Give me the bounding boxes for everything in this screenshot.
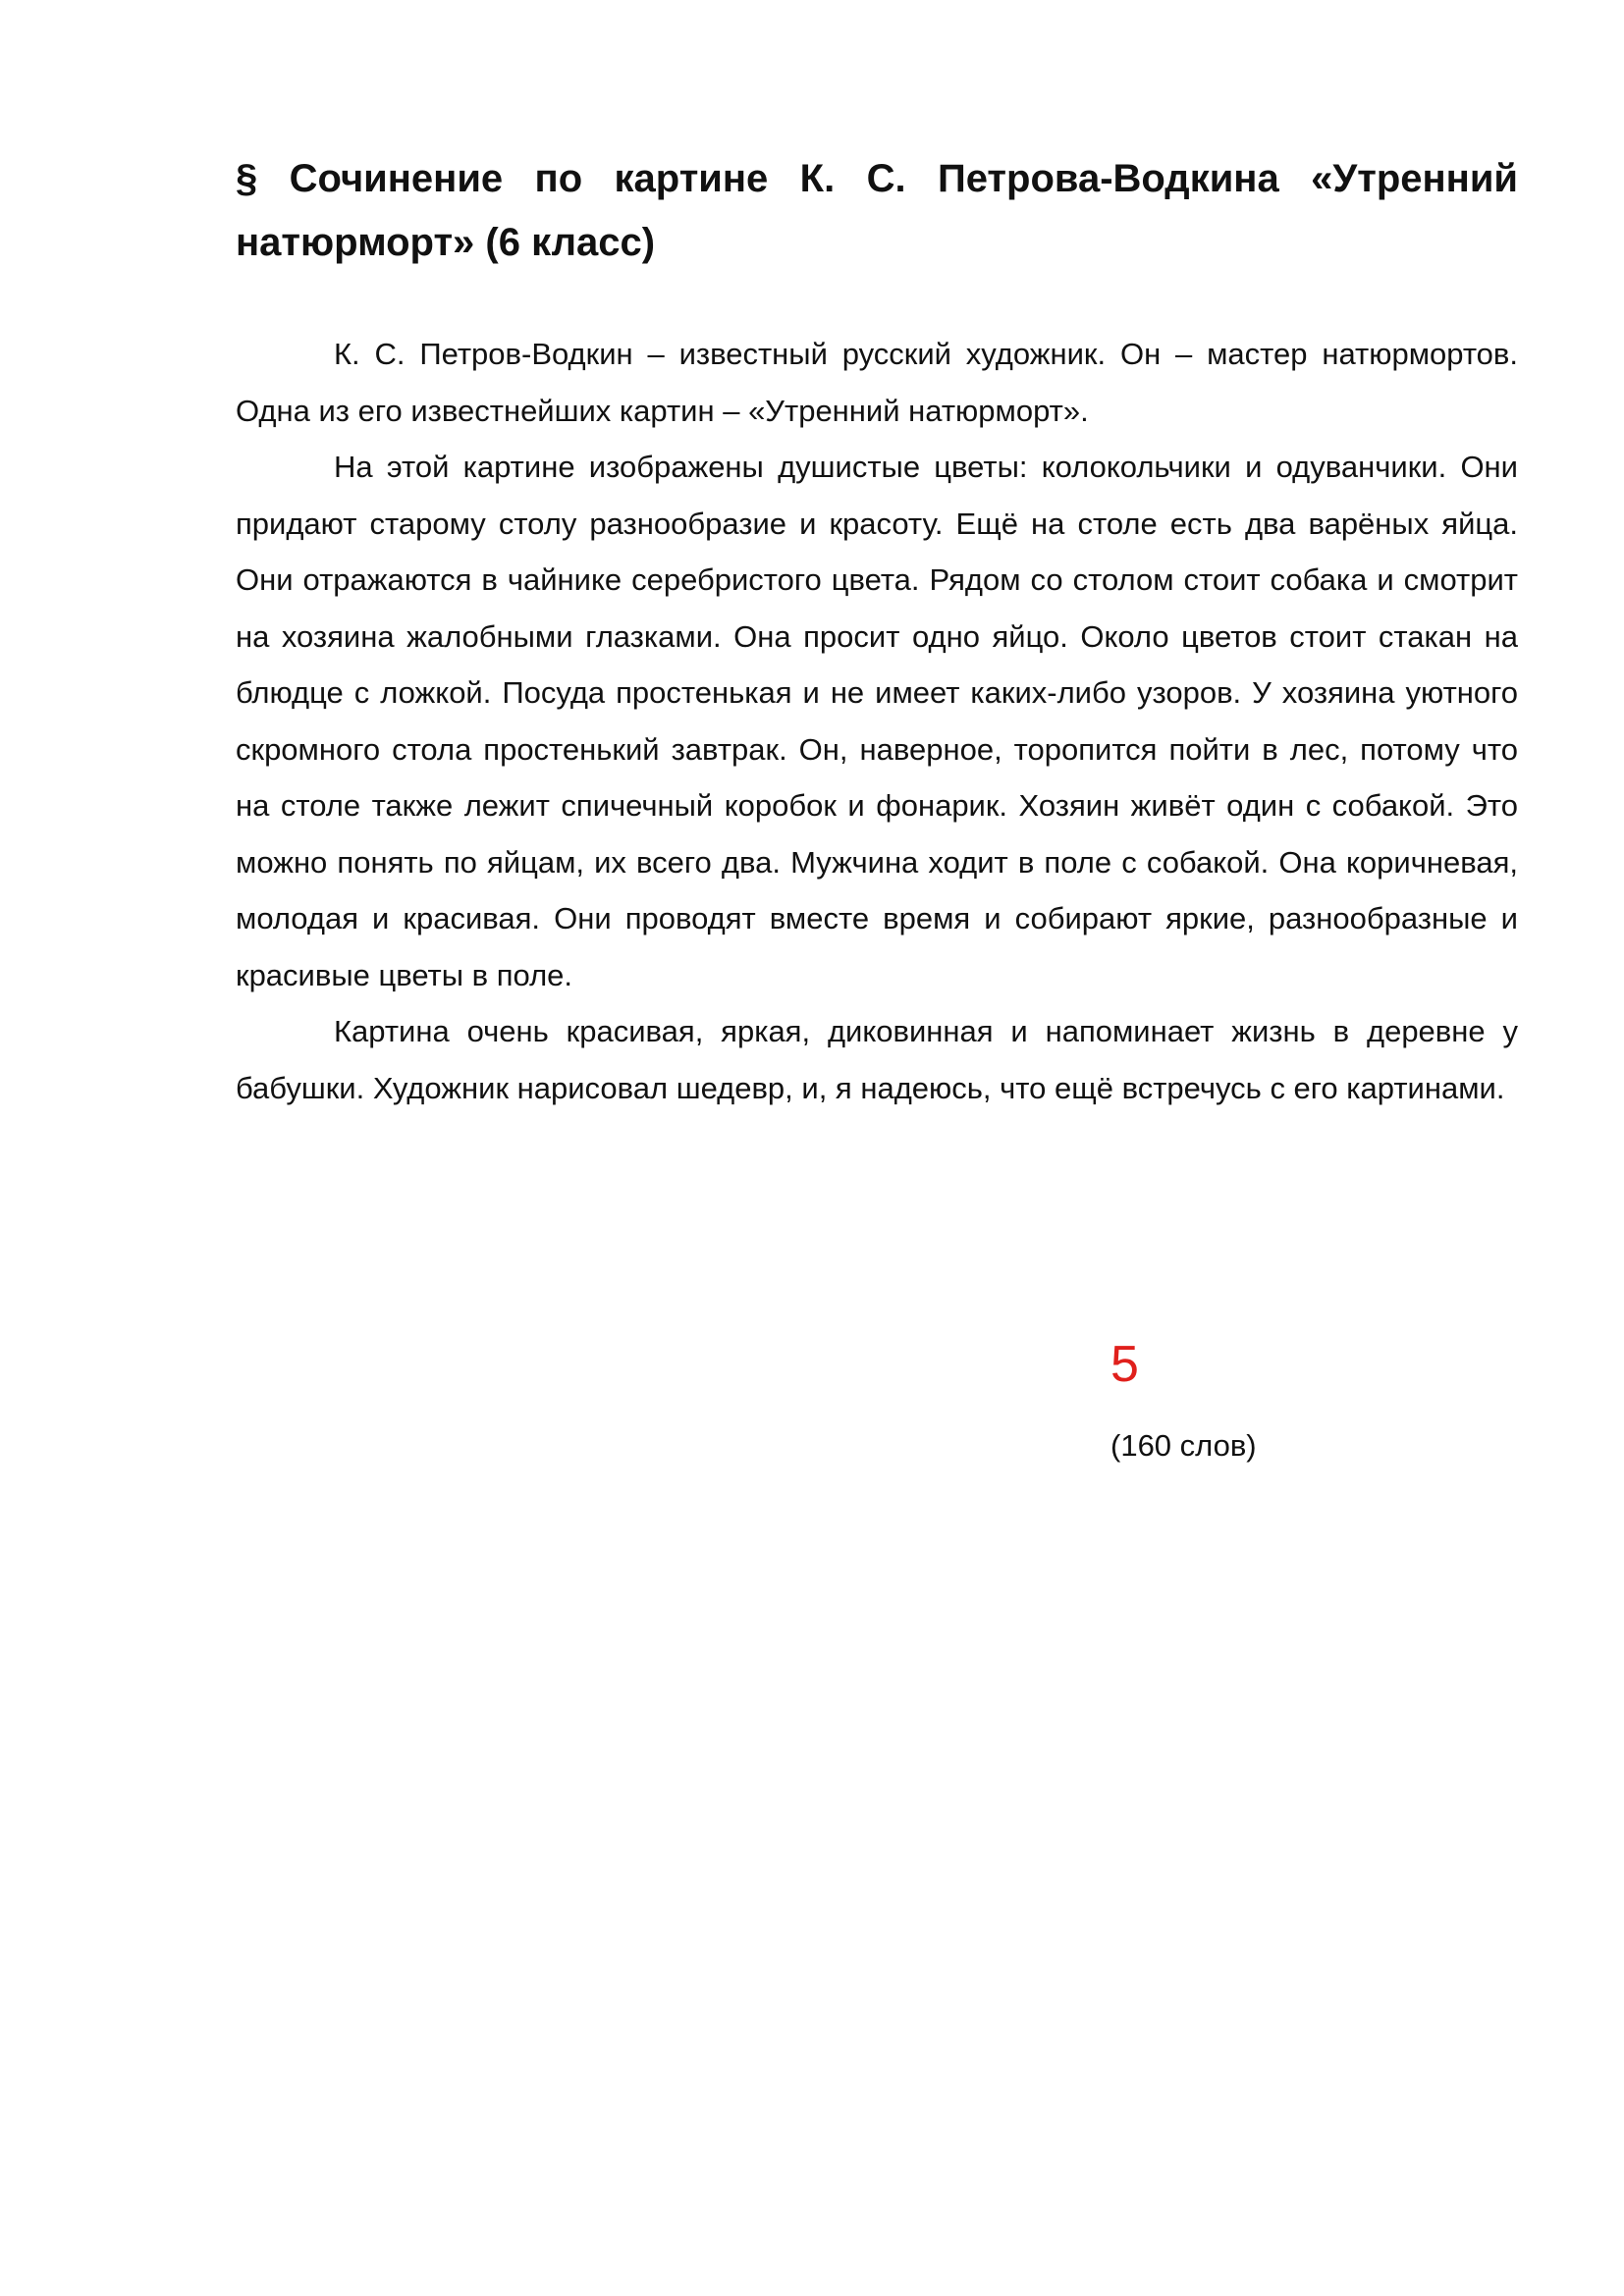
grade-mark: 5 <box>1110 1336 1139 1393</box>
paragraph-intro: К. С. Петров-Водкин – известный русский художник. Он – мастер натюрмортов. Одна из его известнейших картин – «Утренний натюрморт». <box>236 337 1518 428</box>
document-content <box>236 147 1518 1116</box>
word-count: (160 слов) <box>1110 1428 1257 1463</box>
paragraph-conclusion: Картина очень красивая, яркая, диковинная и напоминает жизнь в деревне у бабушки. Художник нарисовал шедевр, и, я надеюсь, что ещё встречусь с его картинами. <box>236 1014 1518 1105</box>
document-title: § Сочинение по картине К. С. Петрова-Водкина «Утренний натюрморт» (6 класс) <box>236 157 1518 264</box>
paragraph-description: На этой картине изображены душистые цветы: колокольчики и одуванчики. Они придают старому столу разнообразие и красоту. Ещё на столе есть два варёных яйца. Они отражаются в чайнике серебристого цвета. Рядом со столом стоит собака и смотрит на хозяина жалобными глазками. Она просит одно яйцо. Около цветов стоит стакан на блюдце с ложкой. Посуда простенькая и не имеет каких-либо узоров. У хозяина уютного скромного стола простенький завтрак. Он, наверное, торопится пойти в лес, потому что на столе также лежит спичечный коробок и фонарик. Хозяин живёт один с собакой. Это можно понять по яйцам, их всего два. Мужчина ходит в поле с собакой. Она коричневая, молодая и красивая. Они проводят вместе время и собирают яркие, разнообразные и красивые цветы в поле. <box>236 450 1518 992</box>
essay-body <box>236 326 1518 1116</box>
